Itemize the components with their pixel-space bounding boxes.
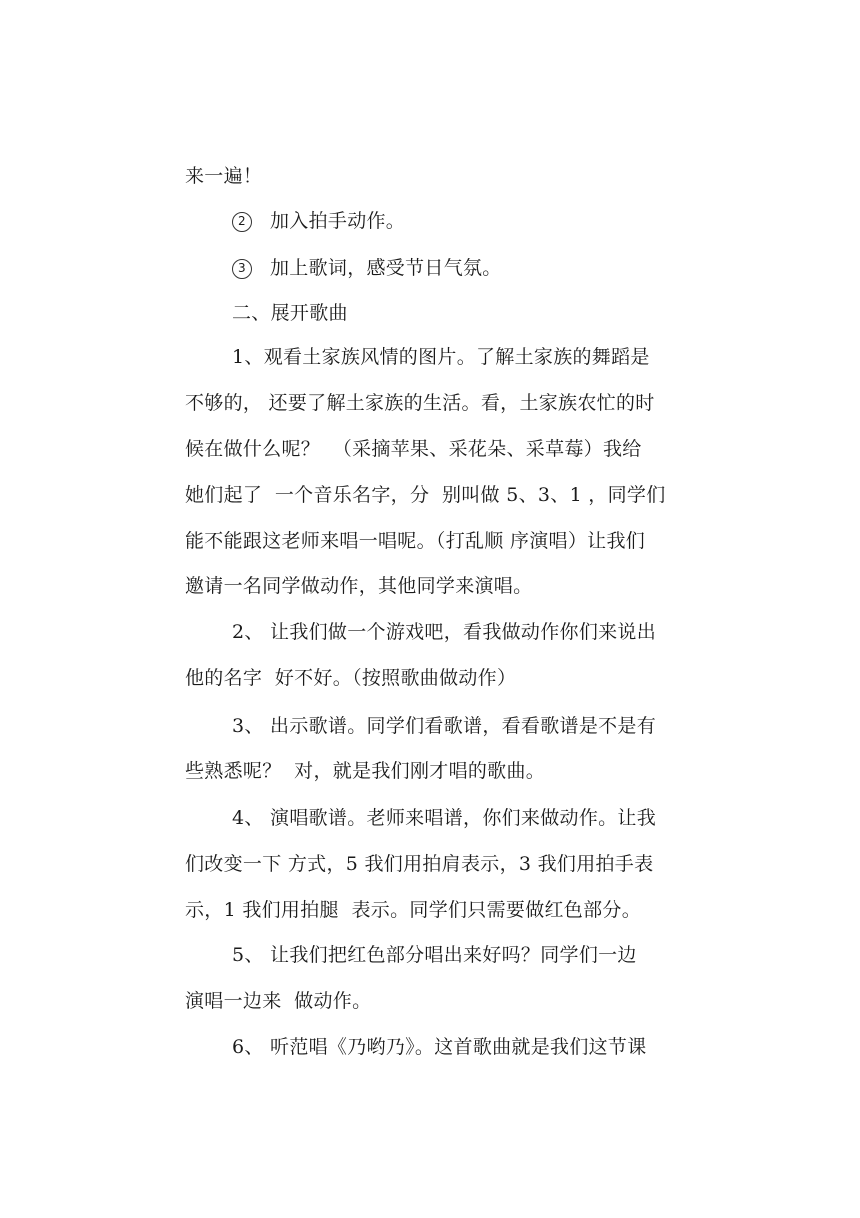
paragraph-line: 些熟悉呢？ 对，就是我们刚才唱的歌曲。 [185, 760, 546, 782]
list-item [232, 256, 502, 280]
list-item [232, 209, 405, 233]
paragraph-line: 候在做什么呢？ （采摘苹果、采花朵、采草莓）我给 [185, 438, 642, 460]
paragraph-line: 3、 出示歌谱。同学们看歌谱，看看歌谱是不是有 [232, 715, 657, 737]
paragraph-line: 6、 听范唱《乃哟乃》。这首歌曲就是我们这节课 [232, 1036, 647, 1058]
paragraph-line: 们改变一下 方式，5 我们用拍肩表示，3 我们用拍手表 [185, 853, 654, 875]
paragraph-line: 不够的， 还要了解土家族的生活。看，土家族农忙的时 [185, 392, 655, 414]
paragraph-line: 他的名字 好不好。（按照歌曲做动作） [185, 667, 517, 689]
section-heading: 二、展开歌曲 [232, 302, 348, 324]
paragraph-line: 能不能跟这老师来唱一唱呢。（打乱顺 序演唱）让我们 [185, 530, 646, 552]
paragraph-line: 1、观看土家族风情的图片。了解土家族的舞蹈是 [232, 346, 650, 368]
text-line: 来一遍！ [185, 165, 263, 187]
paragraph-line: 示，1 我们用拍腿 表示。同学们只需要做红色部分。 [185, 899, 642, 921]
paragraph-line: 2、 让我们做一个游戏吧，看我做动作你们来说出 [232, 621, 657, 643]
list-item-text: 加上歌词，感受节日气氛。 [270, 257, 502, 279]
paragraph-line: 演唱一边来 做动作。 [185, 990, 372, 1012]
circled-number: 3 [232, 259, 252, 279]
circled-number: 2 [232, 212, 252, 232]
paragraph-line: 4、 演唱歌谱。老师来唱谱，你们来做动作。让我 [232, 807, 657, 829]
list-item-text: 加入拍手动作。 [270, 210, 406, 232]
paragraph-line: 邀请一名同学做动作，其他同学来演唱。 [185, 575, 533, 597]
paragraph-line: 她们起了 一个音乐名字，分 别叫做 5、3、1 ，同学们 [185, 484, 666, 506]
paragraph-line: 5、 让我们把红色部分唱出来好吗？同学们一边 [232, 944, 637, 966]
